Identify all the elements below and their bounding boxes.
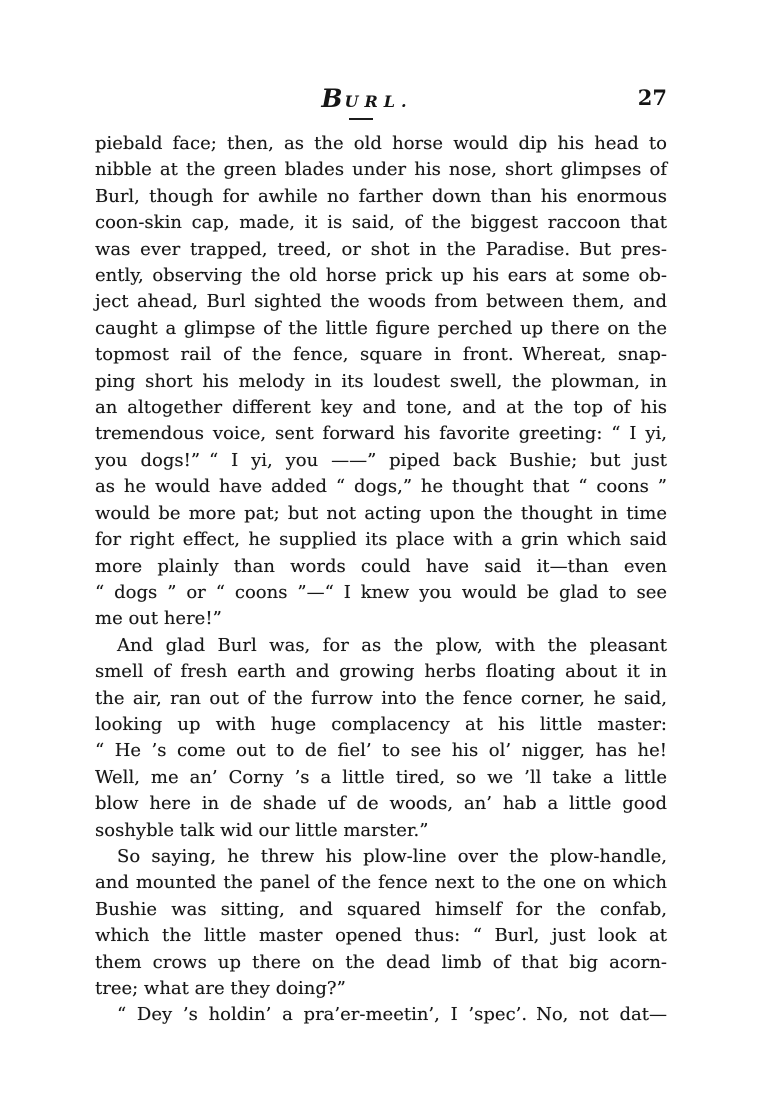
text-line: So saying, he threw his plow-line over the plow-handle, (117, 845, 667, 867)
text-line: ently, observing the old horse prick up his ears at some ob- (95, 265, 667, 287)
page-header (95, 84, 667, 128)
text-line: “ Dey ’s holdin’ a pra’er-meetin’, I ’spec’. No, not dat— (117, 1004, 667, 1026)
text-line: me out here!” (95, 608, 222, 630)
text-line: topmost rail of the fence, square in front. Whereat, snap- (95, 344, 667, 366)
title-rest: URL. (344, 92, 413, 111)
text-line: coon-skin cap, made, it is said, of the biggest raccoon that (95, 212, 667, 234)
text-line: them crows up there on the dead limb of that big acorn- (95, 951, 667, 973)
text-line: and mounted the panel of the fence next to the one on which (95, 872, 667, 894)
text-line: for right effect, he supplied its place with a grin which said (95, 529, 667, 551)
text-line: And glad Burl was, for as the plow, with the pleasant (117, 634, 667, 656)
text-line: tremendous voice, sent forward his favorite greeting: “ I yi, (95, 423, 667, 445)
text-line: as he would have added “ dogs,” he thought that “ coons ” (95, 476, 667, 498)
text-line: “ dogs ” or “ coons ”—“ I knew you would be glad to see (95, 581, 667, 603)
text-line: an altogether different key and tone, and at the top of his (95, 397, 667, 419)
page-number: 27 (637, 85, 667, 110)
text-line: ject ahead, Burl sighted the woods from between them, and (95, 291, 667, 313)
text-line: nibble at the green blades under his nose, short glimpses of (95, 159, 667, 181)
title-initial: B (321, 84, 345, 113)
text-line: “ He ’s come out to de fiel’ to see his ol’ nigger, has he! (95, 740, 667, 762)
text-line: you dogs!” “ I yi, you ——” piped back Bushie; but just (95, 449, 667, 471)
text-line: which the little master opened thus: “ Burl, just look at (95, 925, 667, 947)
text-line: more plainly than words could have said it—than even (95, 555, 667, 577)
text-line: piebald face; then, as the old horse would dip his head to (95, 133, 667, 154)
text-line: would be more pat; but not acting upon the thought in time (95, 502, 667, 524)
text-line: tree; what are they doing?” (95, 978, 346, 999)
text-line: the air, ran out of the furrow into the fence corner, he said, (95, 687, 667, 709)
text-line: Bushie was sitting, and squared himself for the confab, (95, 898, 667, 920)
text-line: Well, me an’ Corny ’s a little tired, so we ’ll take a little (95, 766, 667, 788)
text-line: soshyble talk wid our little marster.” (95, 819, 429, 841)
text-line: smell of fresh earth and growing herbs floating about it in (95, 661, 667, 683)
header-rule (349, 118, 373, 120)
running-head-title (95, 84, 639, 113)
text-line: looking up with huge complacency at his little master: (95, 713, 667, 735)
text-line: was ever trapped, treed, or shot in the Paradise. But pres- (95, 238, 667, 260)
page-body (95, 131, 667, 1029)
text-line: ping short his melody in its loudest swell, the plowman, in (95, 370, 667, 392)
text-line: caught a glimpse of the little figure perched up there on the (95, 317, 667, 339)
text-line: Burl, though for awhile no farther down than his enormous (95, 185, 667, 207)
text-line: blow here in de shade uf de woods, an’ hab a little good (95, 793, 667, 815)
